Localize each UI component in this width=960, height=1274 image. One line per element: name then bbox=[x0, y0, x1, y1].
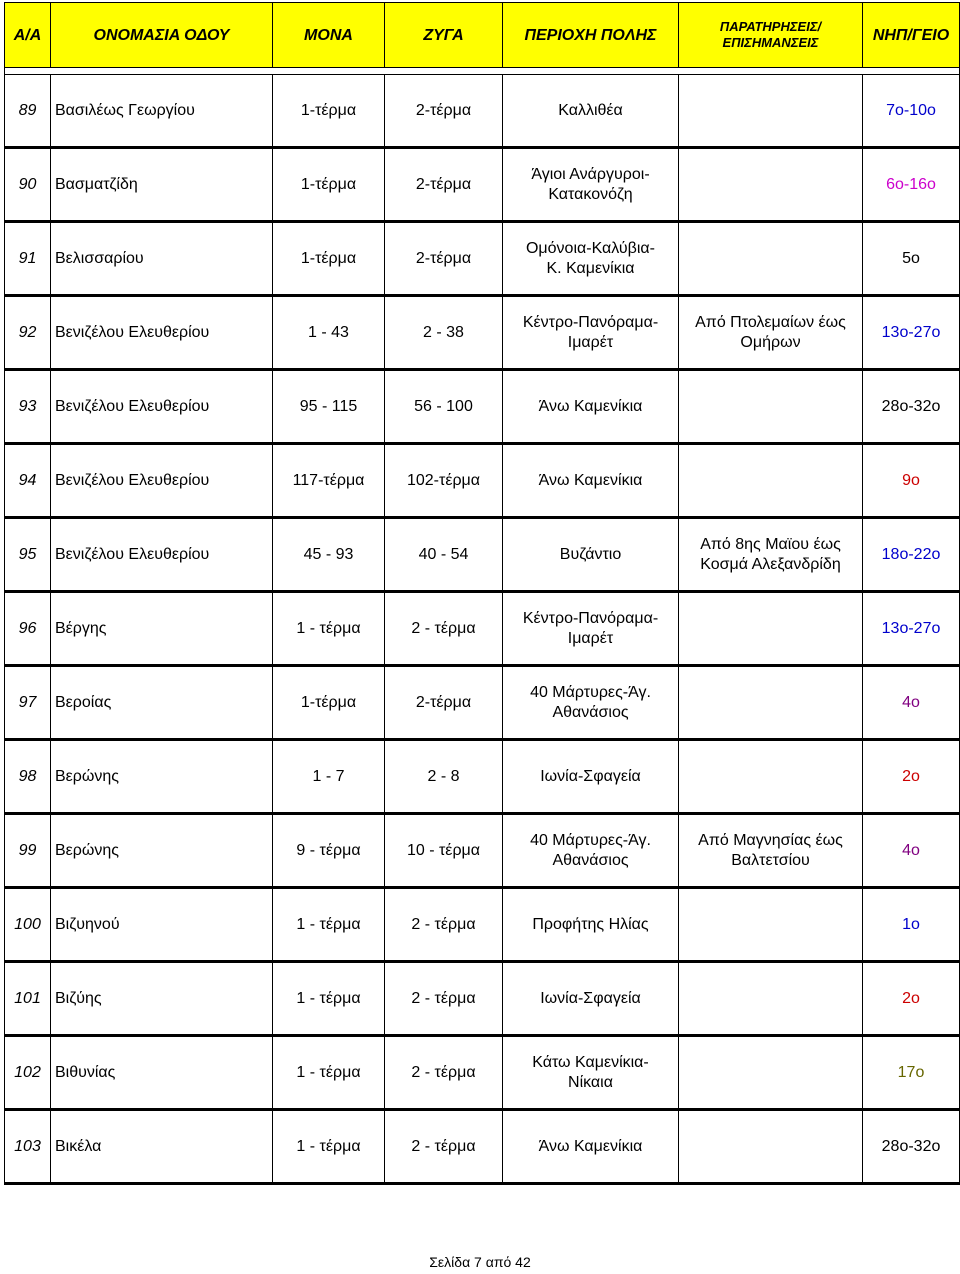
cell-notes bbox=[679, 75, 863, 148]
cell-street: Βενιζέλου Ελευθερίου bbox=[51, 370, 273, 444]
cell-aa: 98 bbox=[5, 740, 51, 814]
cell-street: Βέργης bbox=[51, 592, 273, 666]
cell-odd: 1 - τέρμα bbox=[273, 888, 385, 962]
table-row bbox=[5, 370, 960, 444]
cell-area: Ιωνία-Σφαγεία bbox=[503, 962, 679, 1036]
cell-even: 2 - 8 bbox=[385, 740, 503, 814]
cell-aa: 90 bbox=[5, 148, 51, 222]
cell-even: 2-τέρμα bbox=[385, 666, 503, 740]
cell-notes: Από 8ης Μαϊου έως Κοσμά Αλεξανδρίδη bbox=[679, 518, 863, 592]
cell-odd: 9 - τέρμα bbox=[273, 814, 385, 888]
cell-aa: 97 bbox=[5, 666, 51, 740]
cell-street: Βικέλα bbox=[51, 1110, 273, 1184]
table-row bbox=[5, 592, 960, 666]
cell-nipio: 2ο bbox=[863, 740, 960, 814]
cell-area: Ομόνοια-Καλύβια- Κ. Καμενίκια bbox=[503, 222, 679, 296]
table-row bbox=[5, 814, 960, 888]
table-row bbox=[5, 148, 960, 222]
cell-even: 2-τέρμα bbox=[385, 148, 503, 222]
table-row bbox=[5, 75, 960, 148]
cell-area: Προφήτης Ηλίας bbox=[503, 888, 679, 962]
cell-nipio: 7ο-10ο bbox=[863, 75, 960, 148]
cell-aa: 101 bbox=[5, 962, 51, 1036]
cell-notes bbox=[679, 1110, 863, 1184]
header-aa: Α/Α bbox=[5, 3, 51, 68]
table-row bbox=[5, 518, 960, 592]
cell-area: 40 Μάρτυρες-Άγ. Αθανάσιος bbox=[503, 814, 679, 888]
cell-aa: 99 bbox=[5, 814, 51, 888]
cell-even: 2-τέρμα bbox=[385, 75, 503, 148]
cell-street: Βασιλέως Γεωργίου bbox=[51, 75, 273, 148]
cell-even: 2-τέρμα bbox=[385, 222, 503, 296]
cell-even: 2 - τέρμα bbox=[385, 1036, 503, 1110]
cell-odd: 45 - 93 bbox=[273, 518, 385, 592]
cell-area: Κάτω Καμενίκια- Νίκαια bbox=[503, 1036, 679, 1110]
table-row bbox=[5, 444, 960, 518]
cell-notes bbox=[679, 148, 863, 222]
cell-area: Καλλιθέα bbox=[503, 75, 679, 148]
table-header bbox=[5, 3, 960, 75]
cell-area: Άνω Καμενίκια bbox=[503, 370, 679, 444]
cell-street: Βενιζέλου Ελευθερίου bbox=[51, 444, 273, 518]
cell-street: Βενιζέλου Ελευθερίου bbox=[51, 296, 273, 370]
header-even: ΖΥΓΑ bbox=[385, 3, 503, 68]
cell-area: Άνω Καμενίκια bbox=[503, 444, 679, 518]
cell-even: 10 - τέρμα bbox=[385, 814, 503, 888]
cell-aa: 92 bbox=[5, 296, 51, 370]
cell-notes: Από Πτολεμαίων έως Ομήρων bbox=[679, 296, 863, 370]
table-row bbox=[5, 888, 960, 962]
cell-nipio: 28ο-32ο bbox=[863, 1110, 960, 1184]
schools-table bbox=[4, 2, 960, 1185]
cell-area: Ιωνία-Σφαγεία bbox=[503, 740, 679, 814]
cell-odd: 117-τέρμα bbox=[273, 444, 385, 518]
cell-nipio: 4ο bbox=[863, 814, 960, 888]
cell-street: Βενιζέλου Ελευθερίου bbox=[51, 518, 273, 592]
cell-notes bbox=[679, 888, 863, 962]
cell-street: Βελισσαρίου bbox=[51, 222, 273, 296]
cell-nipio: 13ο-27ο bbox=[863, 592, 960, 666]
cell-street: Βερώνης bbox=[51, 814, 273, 888]
table-row bbox=[5, 740, 960, 814]
cell-street: Βιθυνίας bbox=[51, 1036, 273, 1110]
cell-notes bbox=[679, 1036, 863, 1110]
cell-notes bbox=[679, 740, 863, 814]
cell-odd: 1 - τέρμα bbox=[273, 592, 385, 666]
cell-street: Βιζύης bbox=[51, 962, 273, 1036]
table-row bbox=[5, 296, 960, 370]
cell-even: 2 - τέρμα bbox=[385, 592, 503, 666]
cell-aa: 89 bbox=[5, 75, 51, 148]
cell-odd: 1-τέρμα bbox=[273, 148, 385, 222]
cell-nipio: 9ο bbox=[863, 444, 960, 518]
table-row bbox=[5, 962, 960, 1036]
table-row bbox=[5, 666, 960, 740]
cell-aa: 103 bbox=[5, 1110, 51, 1184]
cell-aa: 96 bbox=[5, 592, 51, 666]
header-nipio: ΝΗΠ/ΓΕΙΟ bbox=[863, 3, 960, 68]
cell-street: Βεροίας bbox=[51, 666, 273, 740]
cell-nipio: 13ο-27ο bbox=[863, 296, 960, 370]
cell-notes: Από Μαγνησίας έως Βαλτετσίου bbox=[679, 814, 863, 888]
cell-even: 2 - τέρμα bbox=[385, 888, 503, 962]
page-footer: Σελίδα 7 από 42 bbox=[429, 1254, 531, 1270]
cell-notes bbox=[679, 592, 863, 666]
cell-nipio: 18ο-22ο bbox=[863, 518, 960, 592]
cell-odd: 95 - 115 bbox=[273, 370, 385, 444]
cell-nipio: 6ο-16ο bbox=[863, 148, 960, 222]
cell-nipio: 2ο bbox=[863, 962, 960, 1036]
header-notes-line2: ΕΠΙΣΗΜΑΝΣΕΙΣ bbox=[722, 35, 819, 50]
table-row bbox=[5, 222, 960, 296]
cell-even: 40 - 54 bbox=[385, 518, 503, 592]
header-street: ΟΝΟΜΑΣΙΑ ΟΔΟΥ bbox=[51, 3, 273, 68]
cell-notes bbox=[679, 962, 863, 1036]
cell-odd: 1 - τέρμα bbox=[273, 962, 385, 1036]
cell-street: Βιζυηνού bbox=[51, 888, 273, 962]
table-body bbox=[5, 75, 960, 1184]
cell-even: 56 - 100 bbox=[385, 370, 503, 444]
cell-street: Βασματζίδη bbox=[51, 148, 273, 222]
cell-odd: 1-τέρμα bbox=[273, 75, 385, 148]
cell-notes bbox=[679, 444, 863, 518]
cell-aa: 94 bbox=[5, 444, 51, 518]
cell-area: Άγιοι Ανάργυροι- Κατακονόζη bbox=[503, 148, 679, 222]
cell-notes bbox=[679, 222, 863, 296]
cell-aa: 102 bbox=[5, 1036, 51, 1110]
cell-even: 2 - 38 bbox=[385, 296, 503, 370]
header-notes bbox=[679, 3, 863, 68]
header-area: ΠΕΡΙΟΧΗ ΠΟΛΗΣ bbox=[503, 3, 679, 68]
cell-odd: 1-τέρμα bbox=[273, 666, 385, 740]
cell-even: 2 - τέρμα bbox=[385, 1110, 503, 1184]
cell-area: 40 Μάρτυρες-Άγ. Αθανάσιος bbox=[503, 666, 679, 740]
cell-nipio: 17ο bbox=[863, 1036, 960, 1110]
cell-odd: 1 - τέρμα bbox=[273, 1036, 385, 1110]
table-row bbox=[5, 1036, 960, 1110]
cell-notes bbox=[679, 666, 863, 740]
cell-nipio: 4ο bbox=[863, 666, 960, 740]
cell-area: Βυζάντιο bbox=[503, 518, 679, 592]
cell-street: Βερώνης bbox=[51, 740, 273, 814]
cell-odd: 1 - 7 bbox=[273, 740, 385, 814]
cell-odd: 1 - τέρμα bbox=[273, 1110, 385, 1184]
cell-aa: 100 bbox=[5, 888, 51, 962]
cell-aa: 95 bbox=[5, 518, 51, 592]
header-notes-line1: ΠΑΡΑΤΗΡΗΣΕΙΣ/ bbox=[719, 19, 822, 34]
cell-aa: 93 bbox=[5, 370, 51, 444]
cell-area: Κέντρο-Πανόραμα- Ιμαρέτ bbox=[503, 296, 679, 370]
table-row bbox=[5, 1110, 960, 1184]
cell-aa: 91 bbox=[5, 222, 51, 296]
header-odd: ΜΟΝΑ bbox=[273, 3, 385, 68]
cell-odd: 1 - 43 bbox=[273, 296, 385, 370]
cell-area: Κέντρο-Πανόραμα- Ιμαρέτ bbox=[503, 592, 679, 666]
cell-odd: 1-τέρμα bbox=[273, 222, 385, 296]
cell-area: Άνω Καμενίκια bbox=[503, 1110, 679, 1184]
cell-nipio: 5ο bbox=[863, 222, 960, 296]
cell-even: 102-τέρμα bbox=[385, 444, 503, 518]
cell-notes bbox=[679, 370, 863, 444]
cell-nipio: 1ο bbox=[863, 888, 960, 962]
cell-nipio: 28ο-32ο bbox=[863, 370, 960, 444]
cell-even: 2 - τέρμα bbox=[385, 962, 503, 1036]
